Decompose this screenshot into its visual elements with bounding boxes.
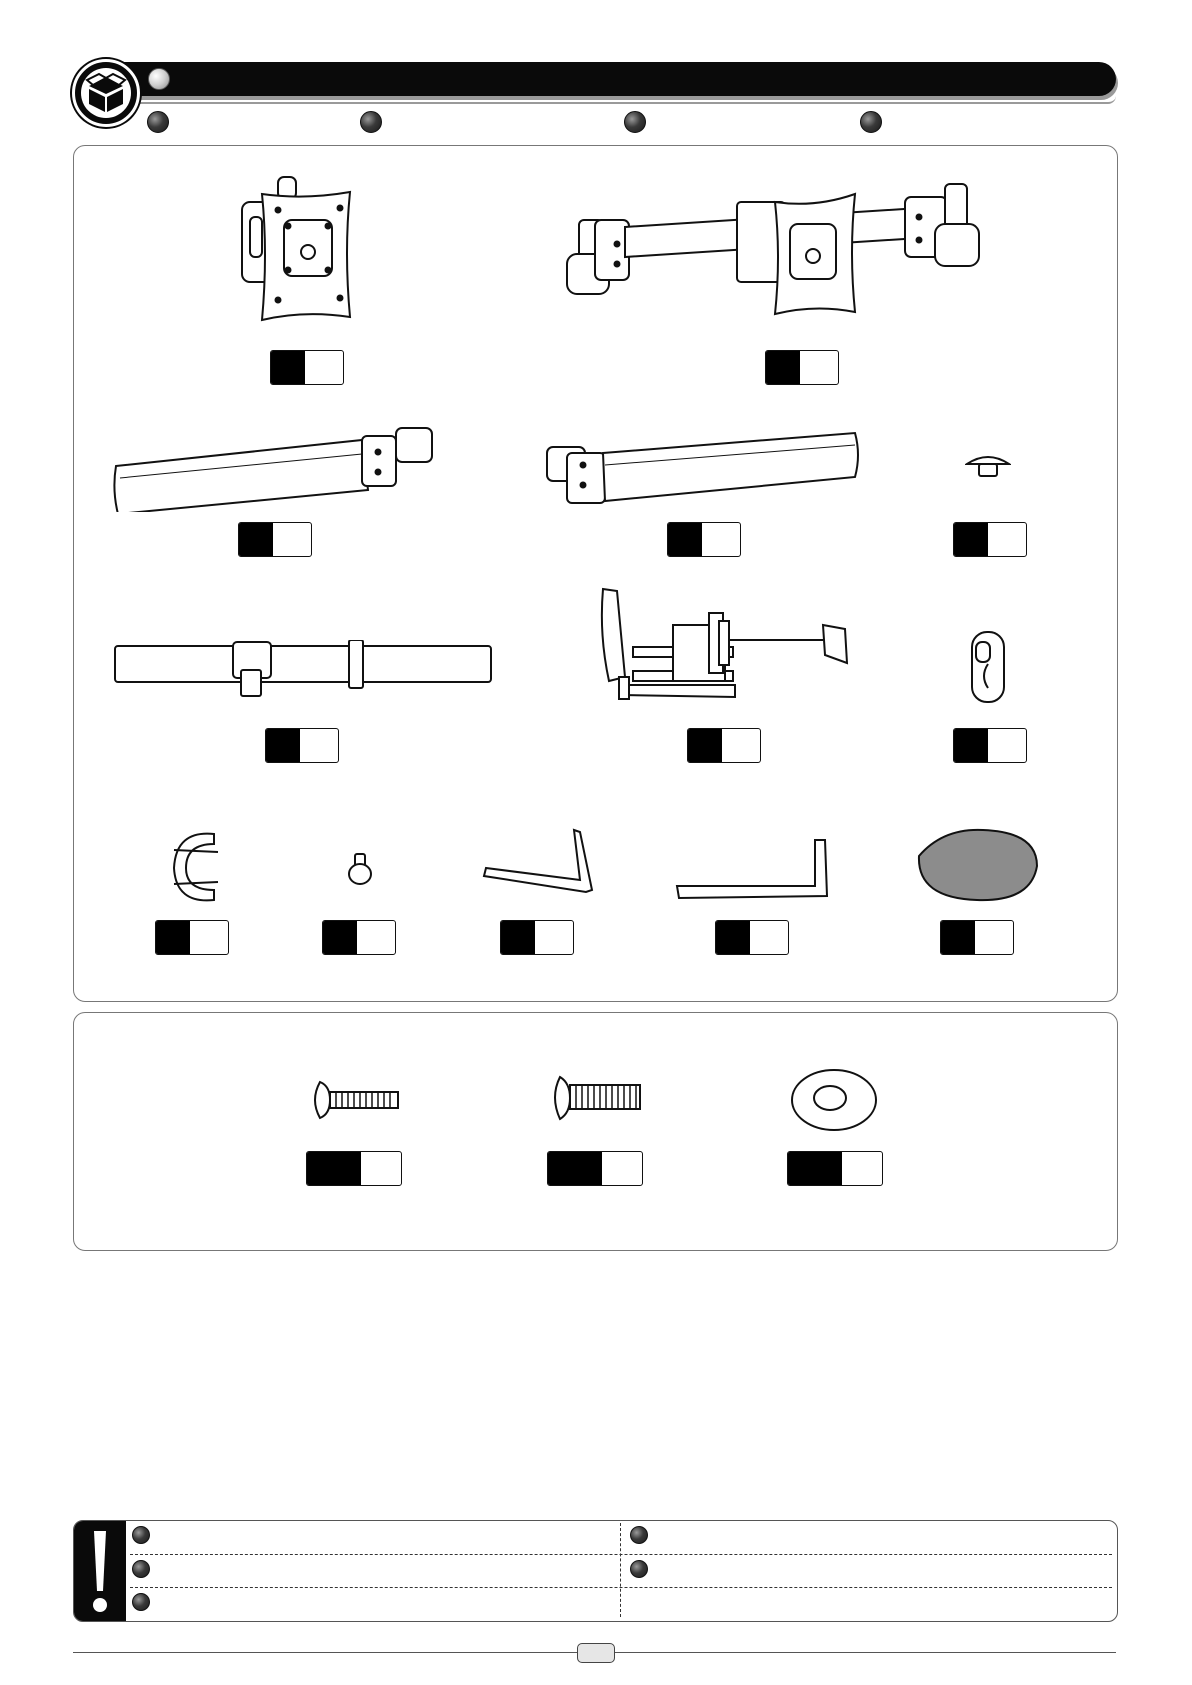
warning-box — [73, 1520, 1118, 1622]
exclamation-icon — [74, 1521, 126, 1621]
desk-clamp-drawing — [595, 585, 850, 715]
language-dot-1 — [147, 111, 169, 133]
part-badge-thumb-screw — [322, 920, 396, 955]
warning-strip — [74, 1521, 126, 1621]
part-badge-pole — [265, 728, 339, 763]
warning-column-divider — [620, 1523, 621, 1617]
left-extension-arm-drawing — [112, 422, 442, 512]
screw-long-drawing — [548, 1073, 642, 1123]
warning-bullet-3 — [132, 1593, 150, 1611]
part-badge-tilt-head — [270, 350, 344, 385]
language-dot-3 — [624, 111, 646, 133]
page-number-tab — [577, 1643, 615, 1663]
dual-arm-drawing — [565, 172, 985, 337]
screw-short-drawing — [308, 1078, 400, 1122]
warning-bullet-1 — [132, 1526, 150, 1544]
part-badge-left-arm — [238, 522, 312, 557]
open-box-icon — [81, 68, 131, 118]
part-badge-right-arm — [667, 522, 741, 557]
language-dot-2 — [360, 111, 382, 133]
part-badge-dual-arm — [765, 350, 839, 385]
hardware-panel — [73, 1012, 1118, 1251]
part-badge-cable-clip — [155, 920, 229, 955]
end-cap-drawing — [965, 450, 1011, 478]
allen-key-large-drawing — [675, 838, 830, 902]
warning-bullet-5 — [630, 1560, 648, 1578]
pole-drawing — [113, 640, 493, 700]
part-badge-end-cap — [953, 522, 1027, 557]
part-badge-desk-clamp — [687, 728, 761, 763]
part-badge-cable-holder — [953, 728, 1027, 763]
part-badge-screw-long — [547, 1151, 643, 1186]
part-badge-protective-pad — [940, 920, 1014, 955]
section-header-bar — [118, 62, 1116, 96]
cable-clip-drawing — [168, 828, 228, 906]
header-icon-badge — [72, 59, 140, 127]
allen-key-small-drawing — [482, 828, 594, 894]
right-extension-arm-drawing — [543, 425, 863, 510]
part-badge-screw-short — [306, 1151, 402, 1186]
washer-drawing — [790, 1068, 878, 1132]
language-dot-4 — [860, 111, 882, 133]
tilt-head-plate-drawing — [232, 172, 377, 337]
header-title-dot — [148, 68, 170, 90]
warning-bullet-2 — [132, 1560, 150, 1578]
cable-holder-drawing — [968, 628, 1008, 708]
header-shadow-line — [128, 96, 1116, 104]
warning-bullet-4 — [630, 1526, 648, 1544]
part-badge-allen-key-large — [715, 920, 789, 955]
protective-pad-drawing — [913, 826, 1043, 904]
part-badge-washer — [787, 1151, 883, 1186]
warning-divider-2 — [130, 1587, 1112, 1588]
part-badge-allen-key-small — [500, 920, 574, 955]
thumb-screw-drawing — [345, 852, 375, 886]
warning-divider-1 — [130, 1554, 1112, 1555]
